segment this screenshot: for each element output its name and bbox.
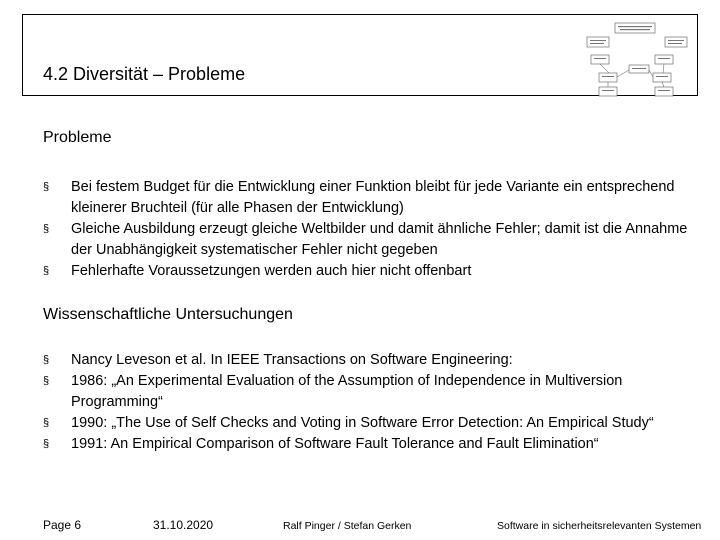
- title-box: [22, 14, 698, 96]
- footer-date: 31.10.2020: [153, 518, 214, 532]
- list-item: § Fehlerhafte Voraussetzungen werden auch hier nicht offenbart: [43, 261, 693, 282]
- bullet-marker-icon: §: [43, 181, 50, 193]
- bullet-list-untersuchungen: [43, 350, 693, 455]
- section-heading-probleme: Probleme: [43, 129, 112, 146]
- bullet-marker-icon: §: [43, 354, 50, 366]
- list-item: § 1986: „An Experimental Evaluation of the Assumption of Independence in Multiversion Programming“: [43, 373, 623, 410]
- bullet-marker-icon: §: [43, 417, 50, 429]
- bullet-marker-icon: §: [43, 223, 50, 235]
- footer-authors: Ralf Pinger / Stefan Gerken: [283, 520, 412, 532]
- list-item: § Gleiche Ausbildung erzeugt gleiche Weltbilder und damit ähnliche Fehler; damit ist die Annahme der Unabhängigkeit systematischer Fehler nicht gegeben: [43, 221, 688, 258]
- footer-course-title: Software in sicherheitsrelevanten Systemen: [497, 520, 702, 532]
- bullet-list-probleme: [43, 177, 693, 282]
- section-heading-untersuchungen: Wissenschaftliche Untersuchungen: [43, 306, 293, 323]
- list-item: § Bei festem Budget für die Entwicklung einer Funktion bleibt für jede Variante ein entsprechend kleinerer Bruchteil (für alle Phasen der Entwicklung): [43, 179, 675, 216]
- process-diagram-thumbnail: [585, 21, 689, 97]
- slide-title: 4.2 Diversität – Probleme: [43, 64, 246, 84]
- list-item: § 1990: „The Use of Self Checks and Voting in Software Error Detection: An Empirical Study“: [43, 413, 693, 434]
- footer-page-number: Page 6: [43, 518, 82, 532]
- list-item: § 1991: An Empirical Comparison of Software Fault Tolerance and Fault Elimination“: [43, 434, 693, 455]
- bullet-marker-icon: §: [43, 438, 50, 450]
- list-item: § Nancy Leveson et al. In IEEE Transactions on Software Engineering:: [43, 350, 693, 371]
- bullet-marker-icon: §: [43, 375, 50, 387]
- bullet-marker-icon: §: [43, 265, 50, 277]
